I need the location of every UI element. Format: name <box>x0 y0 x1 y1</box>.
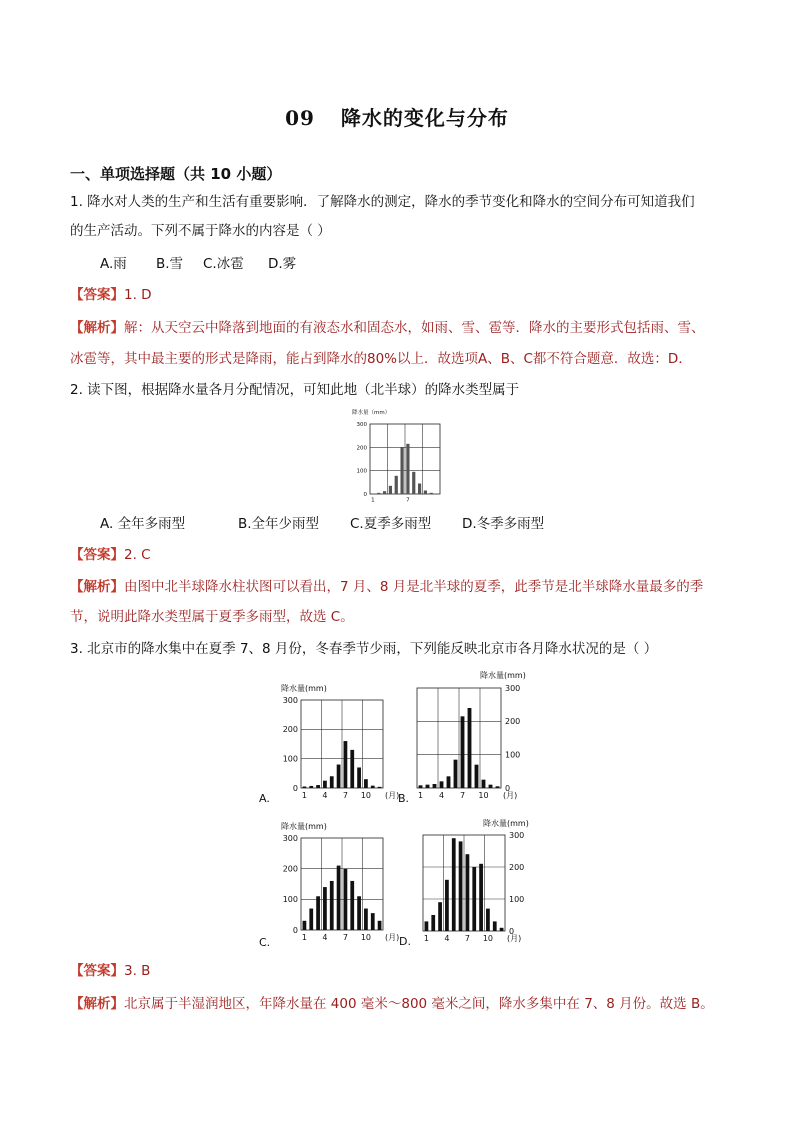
q3-analysis-line1 <box>70 995 714 1013</box>
y-tick-label: 300 <box>356 421 367 428</box>
x-tick-label: 1 <box>301 933 307 942</box>
answer-tag: 【答案】 <box>70 287 124 303</box>
bar-month-6 <box>337 765 341 788</box>
bar-month-1 <box>419 785 423 788</box>
bar-month-8 <box>472 867 476 931</box>
bar-month-5 <box>330 776 334 788</box>
bar-month-10 <box>424 491 427 495</box>
chart-title: 降水量（mm） <box>352 410 391 416</box>
q1-option-d[interactable]: D.雾 <box>268 256 297 272</box>
bar-month-9 <box>479 864 483 931</box>
q2-option-d[interactable]: D.冬季多雨型 <box>462 516 545 532</box>
q2-precipitation-chart <box>352 406 444 502</box>
chart-option-label: D. <box>399 935 411 948</box>
bar-month-12 <box>496 786 500 788</box>
x-tick-label: 4 <box>444 934 450 943</box>
bar-month-4 <box>323 887 327 930</box>
y-tick-label: 300 <box>282 695 298 705</box>
bar-month-4 <box>323 781 327 788</box>
x-tick-label: (月) <box>507 934 522 943</box>
y-tick-label: 200 <box>509 862 525 872</box>
answer-value: 1. D <box>124 287 152 303</box>
bar-month-5 <box>395 476 398 494</box>
bar-month-6 <box>400 447 403 494</box>
q2-option-c[interactable]: C.夏季多雨型 <box>350 516 432 532</box>
bar-month-9 <box>357 767 361 788</box>
bar-month-10 <box>364 779 368 788</box>
q2-options <box>100 515 544 533</box>
y-tick-label: 200 <box>356 445 367 452</box>
bar-month-3 <box>438 902 442 931</box>
answer-tag: 【答案】 <box>70 547 124 563</box>
y-tick-label: 200 <box>282 725 298 735</box>
bar-month-6 <box>454 760 458 788</box>
x-tick-label: 1 <box>301 791 307 800</box>
y-tick-label: 300 <box>505 683 521 693</box>
x-tick-label: 7 <box>464 934 470 943</box>
x-tick-label: (月) <box>385 933 400 942</box>
bar-month-1 <box>303 921 307 930</box>
y-tick-label: 0 <box>509 926 515 936</box>
bar-month-7 <box>461 716 465 788</box>
bar-month-10 <box>364 909 368 930</box>
x-tick-label: (月) <box>385 791 400 800</box>
q2-analysis-line2: 节，说明此降水类型属于夏季多雨型，故选 C。 <box>70 609 354 625</box>
bar-month-11 <box>489 785 493 788</box>
q3-chart-d[interactable] <box>395 815 555 952</box>
bar-month-4 <box>440 781 444 788</box>
analysis-text: 由图中北半球降水柱状图可以看出，7 月、8 月是北半球的夏季，此季节是北半球降水量最多的季 <box>124 579 704 595</box>
bar-month-3 <box>316 785 320 788</box>
q2-analysis-line1 <box>70 578 703 596</box>
page-title <box>0 102 794 131</box>
bar-month-11 <box>371 786 375 788</box>
x-tick-label: 1 <box>417 791 424 800</box>
q1-analysis-line1 <box>70 319 705 337</box>
x-tick-label: 1 <box>423 934 429 943</box>
y-tick-label: 0 <box>292 783 298 793</box>
x-tick-label: 10 <box>482 934 494 943</box>
q2-answer <box>70 546 151 564</box>
x-tick-label: 10 <box>360 933 372 942</box>
analysis-text: 北京属于半湿润地区，年降水量在 400 毫米～800 毫米之间，降水多集中在 7、8 月份。故选 B。 <box>124 996 714 1012</box>
bar-month-8 <box>412 472 415 494</box>
y-tick-label: 300 <box>282 833 298 843</box>
q1-analysis-line2: 冰雹等，其中最主要的形式是降雨，能占到降水的80%以上．故选项A、B、C都不符合题意．故选：D． <box>70 351 692 367</box>
q1-stem-line2: 的生产活动。下列不属于降水的内容是（ ） <box>70 223 331 239</box>
bar-month-1 <box>425 921 429 931</box>
y-tick-label: 200 <box>282 864 298 874</box>
q3-stem: 3. 北京市的降水集中在夏季 7、8 月份，冬春季节少雨，下列能反映北京市各月降水状况的是（ ） <box>70 641 658 657</box>
chart-title: 降水量(mm) <box>483 819 529 828</box>
q3-chart-c[interactable] <box>255 818 400 952</box>
bar-month-2 <box>309 786 313 788</box>
bar-month-7 <box>466 854 470 931</box>
y-tick-label: 100 <box>509 894 525 904</box>
bar-month-7 <box>344 741 348 788</box>
y-tick-label: 0 <box>363 491 367 498</box>
x-tick-label: 10 <box>478 791 489 800</box>
analysis-tag: 【解析】 <box>70 579 124 595</box>
q3-chart-a[interactable] <box>255 680 400 808</box>
analysis-tag: 【解析】 <box>70 996 124 1012</box>
q2-stem: 2. 读下图，根据降水量各月分配情况，可知此地（北半球）的降水类型属于 <box>70 382 520 398</box>
chart-option-label: B. <box>398 792 410 805</box>
bar-month-7 <box>344 869 348 930</box>
y-tick-label: 100 <box>356 468 367 475</box>
x-tick-label: 7 <box>406 497 410 504</box>
bar-month-5 <box>330 881 334 930</box>
x-tick-label: 4 <box>438 791 445 800</box>
bar-month-5 <box>447 776 451 788</box>
chart-option-label: C. <box>259 936 271 949</box>
bar-month-11 <box>371 913 375 930</box>
bar-month-9 <box>418 484 421 495</box>
q1-option-b[interactable]: B.雪 <box>156 256 184 272</box>
x-tick-label: 7 <box>459 791 466 800</box>
bar-month-10 <box>486 909 490 931</box>
bar-month-12 <box>378 787 382 788</box>
y-tick-label: 100 <box>505 750 521 760</box>
bar-month-2 <box>431 915 435 931</box>
answer-tag: 【答案】 <box>70 963 124 979</box>
bar-month-9 <box>357 896 361 930</box>
q1-option-c[interactable]: C.冰雹 <box>203 256 244 272</box>
x-tick-label: 7 <box>342 933 348 942</box>
bar-month-8 <box>350 881 354 930</box>
q1-answer <box>70 286 152 304</box>
x-tick-label: 4 <box>322 791 328 800</box>
q1-stem-line1: 1. 降水对人类的生产和生活有重要影响．了解降水的测定，降水的季节变化和降水的空间分布可知道我们 <box>70 194 695 210</box>
bar-month-7 <box>406 444 409 494</box>
y-tick-label: 0 <box>505 783 511 793</box>
answer-value: 2. C <box>124 547 151 563</box>
chart-option-label: A. <box>259 792 270 805</box>
x-tick-label: 1 <box>371 497 375 504</box>
bar-month-2 <box>309 909 313 930</box>
bar-month-5 <box>452 838 456 931</box>
title-text: 降水的变化与分布 <box>340 106 509 130</box>
x-tick-label: 4 <box>322 933 328 942</box>
q1-option-a[interactable]: A.雨 <box>100 256 127 272</box>
bar-month-6 <box>459 841 463 931</box>
chart-title: 降水量(mm) <box>281 684 327 693</box>
bar-month-3 <box>433 784 437 788</box>
q3-chart-b[interactable] <box>395 668 555 808</box>
bar-month-12 <box>378 921 382 930</box>
chart-title: 降水量(mm) <box>281 822 327 831</box>
x-tick-label: 10 <box>360 791 372 800</box>
analysis-tag: 【解析】 <box>70 320 124 336</box>
section-heading: 一、单项选择题（共 10 小题） <box>70 165 282 183</box>
q2-option-b[interactable]: B.全年少雨型 <box>238 516 320 532</box>
x-tick-label: (月) <box>503 791 518 800</box>
y-tick-label: 0 <box>292 925 298 935</box>
bar-month-9 <box>475 765 479 788</box>
title-number: 09 <box>285 106 315 130</box>
q3-answer <box>70 962 150 980</box>
q1-options <box>100 255 296 273</box>
bar-month-3 <box>383 491 386 494</box>
bar-month-1 <box>303 787 307 788</box>
q2-option-a[interactable]: A. 全年多雨型 <box>100 516 186 532</box>
bar-month-6 <box>337 866 341 930</box>
bar-month-11 <box>493 921 497 931</box>
x-tick-label: 7 <box>342 791 348 800</box>
bar-month-2 <box>426 785 430 788</box>
bar-month-11 <box>430 493 433 494</box>
bar-month-8 <box>350 750 354 788</box>
y-tick-label: 300 <box>509 830 525 840</box>
bar-month-10 <box>482 780 486 788</box>
bar-month-12 <box>500 928 504 931</box>
bar-month-8 <box>468 708 472 788</box>
y-tick-label: 100 <box>282 754 298 764</box>
bar-month-2 <box>377 493 380 494</box>
y-tick-label: 200 <box>505 717 521 727</box>
chart-title: 降水量(mm) <box>480 671 526 680</box>
analysis-text: 解：从天空云中降落到地面的有液态水和固态水，如雨、雪、雹等．降水的主要形式包括雨、雪、 <box>124 320 705 336</box>
bar-month-4 <box>389 486 392 494</box>
bar-month-3 <box>316 896 320 930</box>
answer-value: 3. B <box>124 963 151 979</box>
y-tick-label: 100 <box>282 895 298 905</box>
bar-month-4 <box>445 880 449 931</box>
